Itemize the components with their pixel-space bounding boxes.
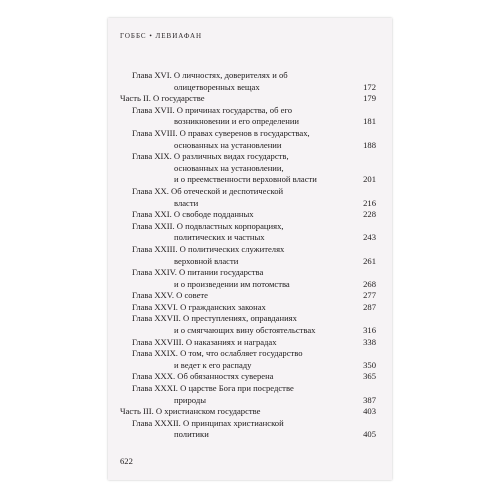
toc-entry-page: 350 <box>363 359 376 370</box>
toc-entry <box>120 105 376 128</box>
toc-entry-page: 216 <box>363 197 376 208</box>
toc-entry <box>120 209 376 221</box>
toc-entry <box>120 267 376 290</box>
toc-entry-page: 277 <box>363 290 376 301</box>
toc-entry <box>120 383 376 406</box>
toc-entry-page: 261 <box>363 255 376 266</box>
toc-entry <box>120 221 376 244</box>
toc-entry-continuation: основанных на установлении, <box>174 162 284 173</box>
toc-entry <box>120 151 376 186</box>
toc-entry-continuation: политических и частных <box>174 232 265 243</box>
toc-entry-page: 365 <box>363 371 376 382</box>
toc-entry-continuation: основанных на установлении <box>174 139 282 150</box>
toc-entry-page: 338 <box>363 336 376 347</box>
toc-entry-continuation: олицетворенных вещах <box>174 81 260 92</box>
toc-entry-page: 405 <box>363 429 376 440</box>
toc-entry <box>120 418 376 441</box>
table-of-contents <box>120 70 376 441</box>
toc-entry-continuation: возникновении и его определении <box>174 116 300 127</box>
running-head: ГОББС • ЛЕВИАФАН <box>120 32 203 40</box>
toc-entry-title: Глава XVII. О причинах государства, об его <box>132 104 293 115</box>
toc-entry-continuation: политики <box>174 429 209 440</box>
toc-entry-page: 387 <box>363 394 376 405</box>
toc-entry-continuation: власти <box>174 197 199 208</box>
toc-entry-title: Глава XXVIII. О наказаниях и наградах <box>132 336 277 347</box>
toc-entry <box>120 244 376 267</box>
toc-entry-title: Глава XXIII. О политических служителях <box>132 243 285 254</box>
toc-entry-page: 201 <box>363 174 376 185</box>
toc-entry-page: 268 <box>363 278 376 289</box>
toc-entry-continuation: и о произведении им потомства <box>174 278 290 289</box>
toc-entry <box>120 313 376 336</box>
toc-entry-title: Часть II. О государстве <box>120 93 205 104</box>
toc-entry-title: Глава XXV. О совете <box>132 290 208 301</box>
toc-entry-page: 287 <box>363 301 376 312</box>
toc-entry <box>120 128 376 151</box>
toc-entry-title: Глава XVI. О личностях, доверителях и об <box>132 70 288 80</box>
toc-entry <box>120 93 376 105</box>
page-number: 622 <box>120 456 133 466</box>
toc-entry-continuation: и ведет к его распаду <box>174 359 252 370</box>
toc-entry-title: Глава XXX. Об обязанностях суверена <box>132 371 274 382</box>
toc-entry <box>120 302 376 314</box>
toc-entry-title: Глава XVIII. О правах суверенов в государствах, <box>132 127 310 138</box>
toc-entry <box>120 186 376 209</box>
toc-entry-continuation: природы <box>174 394 206 405</box>
toc-entry-page: 316 <box>363 325 376 336</box>
toc-entry-page: 181 <box>363 116 376 127</box>
toc-entry <box>120 406 376 418</box>
toc-entry-title: Глава XXXI. О царстве Бога при посредстве <box>132 383 294 394</box>
toc-entry-continuation: и о преемственности верховной власти <box>174 174 317 185</box>
toc-entry <box>120 70 376 93</box>
toc-entry-title: Глава XXVI. О гражданских законах <box>132 301 266 312</box>
toc-entry-continuation: верховной власти <box>174 255 239 266</box>
toc-entry-title: Глава XXI. О свободе подданных <box>132 209 254 220</box>
toc-entry <box>120 371 376 383</box>
toc-entry-title: Глава XIX. О различных видах государств, <box>132 151 289 162</box>
toc-entry-page: 403 <box>363 406 376 417</box>
toc-entry-title: Глава XX. Об отеческой и деспотической <box>132 185 284 196</box>
toc-entry-page: 179 <box>363 93 376 104</box>
toc-entry-page: 228 <box>363 209 376 220</box>
toc-entry-title: Глава XXVII. О преступлениях, оправданиях <box>132 313 297 324</box>
toc-entry-title: Глава XXII. О подвластных корпорациях, <box>132 220 284 231</box>
toc-entry-title: Часть III. О христианском государстве <box>120 406 261 417</box>
toc-entry-title: Глава XXXII. О принципах христианской <box>132 417 284 428</box>
toc-entry-page: 243 <box>363 232 376 243</box>
toc-entry-title: Глава XXIX. О том, что ослабляет государство <box>132 348 303 359</box>
toc-entry-page: 188 <box>363 139 376 150</box>
toc-entry <box>120 348 376 371</box>
toc-entry <box>120 290 376 302</box>
book-page <box>108 18 392 480</box>
toc-entry-continuation: и о смягчающих вину обстоятельствах <box>174 325 316 336</box>
toc-entry-page: 172 <box>363 81 376 92</box>
toc-entry-title: Глава XXIV. О питании государства <box>132 267 264 278</box>
toc-entry <box>120 337 376 349</box>
